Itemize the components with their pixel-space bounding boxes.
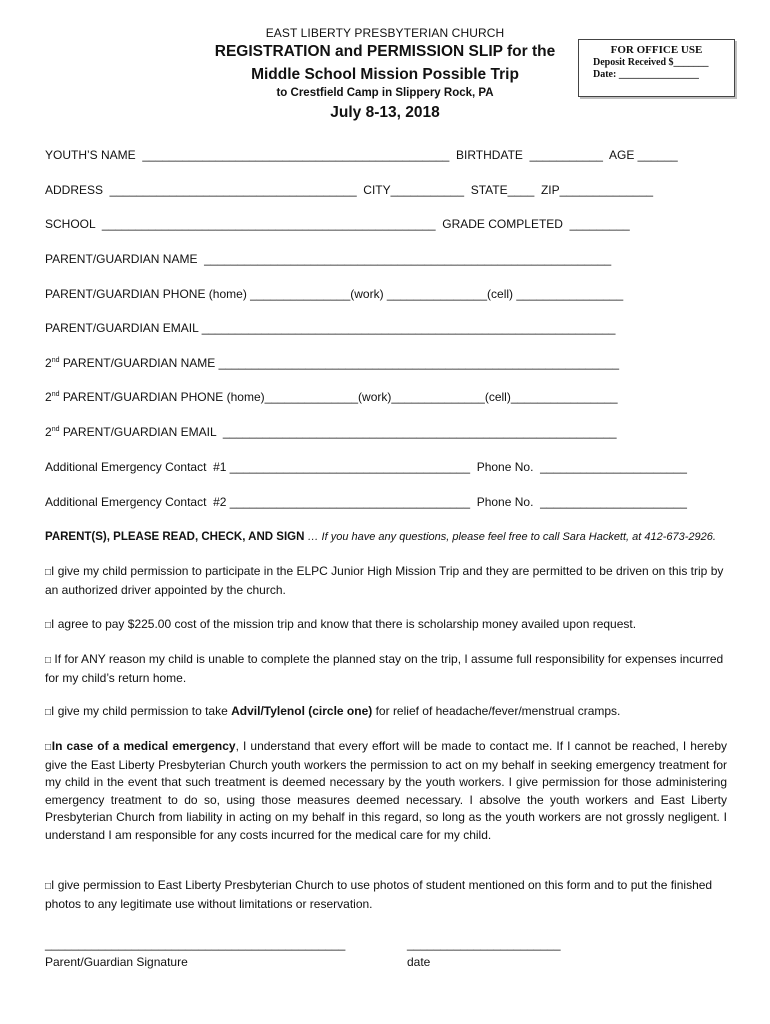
trip-dates: July 8-13, 2018: [330, 104, 440, 121]
checkbox-icon[interactable]: □: [45, 742, 52, 753]
photo-permission-paragraph: [45, 877, 727, 913]
payment-agreement-text: I agree to pay $225.00 cost of the mission trip and know that there is scholarship money availed upon request.: [51, 617, 637, 631]
medication-paragraph: [45, 703, 727, 722]
permission-trip-text: I give my child permission to participate in the ELPC Junior High Mission Trip and they are permitted to be driven on this trip by an authorized driver appointed by the church.: [45, 564, 724, 597]
parent-email-row[interactable]: PARENT/GUARDIAN EMAIL ______________________________________________________________: [45, 321, 616, 335]
payment-agreement-paragraph: [45, 616, 727, 635]
permission-trip-paragraph: [45, 563, 727, 599]
medical-emergency-heading: In case of a medical emergency: [51, 739, 236, 753]
medication-text-pre: I give my child permission to take: [51, 704, 232, 718]
form-title-line1: REGISTRATION and PERMISSION SLIP for the: [214, 43, 556, 60]
ordinal-suffix: nd: [51, 391, 60, 398]
form-title-line2: Middle School Mission Possible Trip: [251, 66, 519, 83]
youth-name-row[interactable]: YOUTH’S NAME ______________________________________________ BIRTHDATE ___________ AGE ______: [45, 148, 678, 162]
medical-emergency-text: , I understand that every effort will be made to contact me. If I cannot be reached, I hereby give the East Liberty Presbyterian Church youth workers the permission to act on my behalf in seeking emergency treatment for my child in the event that such treatment is deemed necessary by the youth workers. I give permission for those administering emergency treatment to do so, using those measures deemed necessary. I absolve the youth workers and East Liberty Presbyterian Church from liability in acting on my behalf in this regard, so long as the youth workers are not grossly negligent. I understand I am responsible for any costs incurred for the medical care for my child.: [45, 739, 727, 842]
office-use-title: FOR OFFICE USE: [610, 44, 703, 56]
signature-date-label: date: [407, 955, 431, 969]
photo-permission-text: I give permission to East Liberty Presbyterian Church to use photos of student mentioned on this form and to put the finished photos to any legitimate use without limitations or reservation.: [45, 878, 713, 911]
medication-text-post: for relief of headache/fever/menstrual cramps.: [372, 704, 621, 718]
office-date-field[interactable]: Date: ________________: [593, 69, 699, 80]
office-use-box: [578, 39, 735, 97]
medical-emergency-paragraph: [45, 738, 727, 844]
second-parent-phone-row[interactable]: [45, 390, 618, 404]
notice-contact: … If you have any questions, please feel free to call Sara Hackett, at 412-673-2926.: [304, 531, 716, 543]
second-parent-email-row[interactable]: [45, 425, 617, 439]
parent-phone-row[interactable]: PARENT/GUARDIAN PHONE (home) _______________(work) _______________(cell) ________________: [45, 287, 624, 301]
emergency-contact-1-row[interactable]: Additional Emergency Contact #1 ____________________________________ Phone No. ______________________: [45, 460, 687, 474]
church-name: EAST LIBERTY PRESBYTERIAN CHURCH: [265, 26, 505, 40]
second-parent-phone-label: PARENT/GUARDIAN PHONE (home)______________(work)______________(cell)________________: [59, 390, 618, 404]
checkbox-icon[interactable]: □: [45, 567, 52, 578]
emergency-contact-2-row[interactable]: Additional Emergency Contact #2 ____________________________________ Phone No. ______________________: [45, 495, 687, 509]
checkbox-icon[interactable]: □: [45, 620, 52, 631]
ordinal-number: 2: [45, 425, 52, 439]
second-parent-email-label: PARENT/GUARDIAN EMAIL ___________________________________________________________: [59, 425, 617, 439]
return-expense-text: If for ANY reason my child is unable to complete the planned stay on the trip, I assume full responsibility for expenses incurred for my child’s return home.: [45, 652, 724, 685]
trip-location: to Crestfield Camp in Slippery Rock, PA: [276, 87, 494, 99]
checkbox-icon[interactable]: □: [45, 707, 52, 718]
parent-name-row[interactable]: PARENT/GUARDIAN NAME _____________________________________________________________: [45, 252, 612, 266]
checkbox-icon[interactable]: □: [45, 655, 52, 666]
ordinal-suffix: nd: [51, 357, 60, 364]
address-row[interactable]: ADDRESS _____________________________________ CITY___________ STATE____ ZIP______________: [45, 183, 654, 197]
return-expense-paragraph: [45, 651, 727, 687]
signature-date-field[interactable]: _______________________: [407, 937, 561, 951]
second-parent-name-row[interactable]: [45, 356, 619, 370]
ordinal-number: 2: [45, 390, 52, 404]
deposit-received-field[interactable]: Deposit Received $_______: [593, 57, 709, 68]
checkbox-icon[interactable]: □: [45, 881, 52, 892]
school-row[interactable]: SCHOOL __________________________________________________ GRADE COMPLETED _________: [45, 217, 630, 231]
ordinal-number: 2: [45, 356, 52, 370]
medication-choice[interactable]: Advil/Tylenol (circle one): [231, 704, 373, 718]
ordinal-suffix: nd: [51, 426, 60, 433]
second-parent-name-label: PARENT/GUARDIAN NAME ____________________________________________________________: [59, 356, 620, 370]
instructions-notice: [45, 531, 716, 543]
signature-field[interactable]: _____________________________________________: [45, 937, 346, 951]
notice-heading: PARENT(S), PLEASE READ, CHECK, AND SIGN: [45, 531, 305, 543]
signature-label: Parent/Guardian Signature: [45, 955, 188, 969]
